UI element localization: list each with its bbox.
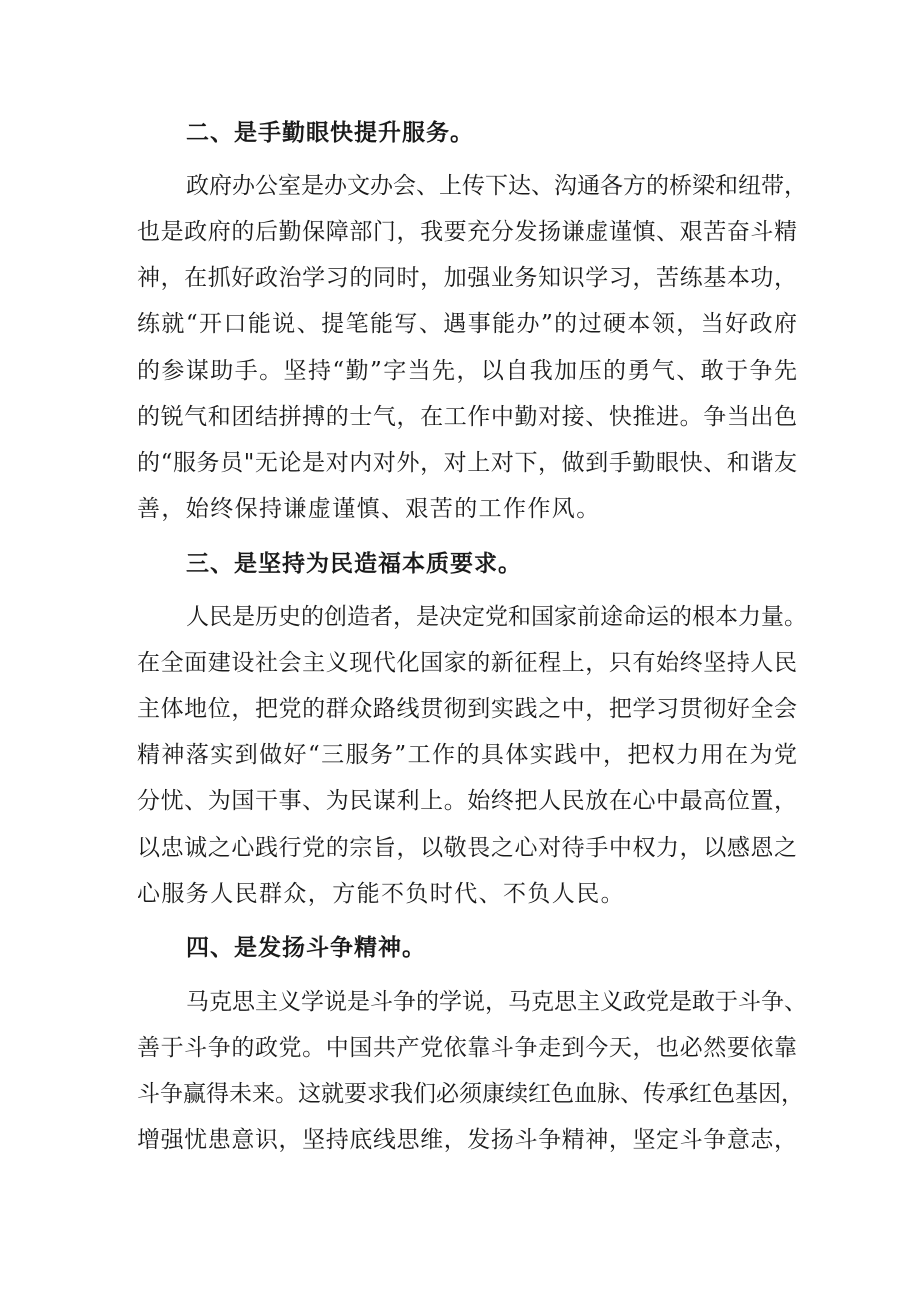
paragraph-line: 增强忧患意识，坚持底线思维，发扬斗争精神，坚定斗争意志， [137, 1127, 797, 1153]
paragraph-line: 练就“开口能说、提笔能写、遇事能办”的过硬本领，当好政府 [137, 311, 797, 337]
paragraph-line: 以忠诚之心践行党的宗旨，以敬畏之心对待手中权力，以感恩之 [137, 835, 797, 861]
paragraph-line: 政府办公室是办文办会、上传下达、沟通各方的桥梁和纽带， [186, 173, 807, 199]
paragraph-line: 的锐气和团结拼搏的士气，在工作中勤对接、快推进。争当出色 [137, 404, 797, 430]
paragraph-line: 斗争赢得未来。这就要求我们必须康续红色血脉、传承红色基因， [137, 1081, 804, 1107]
section-heading-2: 二、是手勤眼快提升服务。 [186, 120, 474, 146]
paragraph-line: 善，始终保持谦虚谨慎、艰苦的工作作风。 [137, 496, 601, 522]
section-heading-3: 三、是坚持为民造福本质要求。 [186, 551, 522, 577]
paragraph-line: 善于斗争的政党。中国共产党依靠斗争走到今天，也必然要依靠 [137, 1035, 797, 1061]
paragraph-line: 主体地位，把党的群众路线贯彻到实践之中，把学习贯彻好全会 [137, 696, 797, 722]
paragraph-line: 分忧、为国干事、为民谋利上。始终把人民放在心中最高位置， [137, 788, 797, 814]
paragraph-line: 马克思主义学说是斗争的学说，马克思主义政党是敢于斗争、 [186, 989, 807, 1015]
paragraph-line: 在全面建设社会主义现代化国家的新征程上，只有始终坚持人民 [137, 650, 797, 676]
paragraph-line: 的参谋助手。坚持“勤”字当先，以自我加压的勇气、敢于争先 [137, 358, 797, 384]
paragraph-line: 也是政府的后勤保障部门，我要充分发扬谦虚谨慎、艰苦奋斗精 [137, 219, 797, 245]
section-heading-4: 四、是发扬斗争精神。 [186, 935, 426, 961]
paragraph-line: 人民是历史的创造者，是决定党和国家前途命运的根本力量。 [186, 604, 807, 630]
paragraph-line: 心服务人民群众，方能不负时代、不负人民。 [137, 881, 625, 907]
paragraph-line: 神，在抓好政治学习的同时，加强业务知识学习，苦练基本功， [137, 265, 797, 291]
paragraph-line: 的“服务员"无论是对内对外，对上对下，做到手勤眼快、和谐友 [137, 450, 797, 476]
paragraph-line: 精神落实到做好“三服务”工作的具体实践中，把权力用在为党 [137, 742, 797, 768]
